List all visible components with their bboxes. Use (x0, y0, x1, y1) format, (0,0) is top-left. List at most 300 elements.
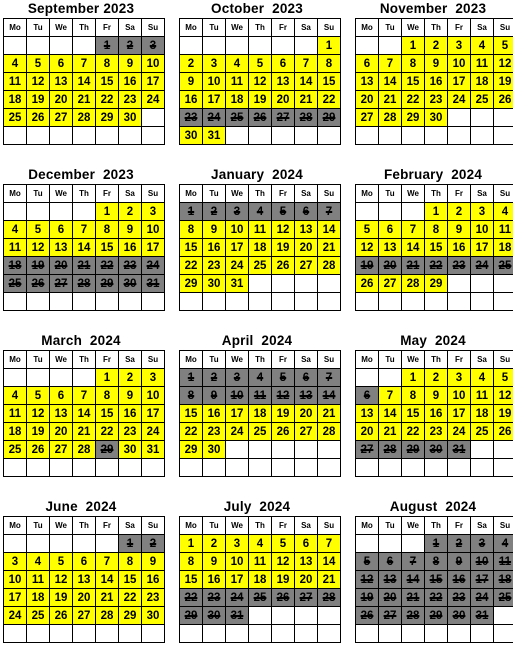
week-row (356, 73, 513, 91)
empty-cell (203, 37, 226, 55)
empty-cell (4, 459, 27, 477)
empty-cell (73, 625, 96, 643)
day-cell-highlighted: 27 (379, 275, 402, 293)
day-cell-struck: 29 (425, 607, 448, 625)
day-cell-highlighted: 30 (180, 127, 203, 145)
day-cell-highlighted: 31 (226, 275, 249, 293)
day-cell-highlighted: 15 (180, 405, 203, 423)
day-cell-highlighted: 27 (73, 607, 96, 625)
day-cell-struck: 27 (379, 607, 402, 625)
day-cell-highlighted: 13 (272, 73, 295, 91)
day-cell-highlighted: 28 (379, 109, 402, 127)
weekday-header: Th (425, 351, 448, 369)
weekday-header: Fr (448, 351, 471, 369)
day-cell-highlighted: 16 (425, 405, 448, 423)
empty-cell (27, 293, 50, 311)
day-cell-highlighted: 3 (142, 369, 165, 387)
day-cell-highlighted: 24 (226, 257, 249, 275)
week-row (4, 257, 165, 275)
empty-cell (142, 459, 165, 477)
week-row (356, 589, 513, 607)
empty-cell (96, 293, 119, 311)
day-cell-highlighted: 14 (295, 73, 318, 91)
day-cell-highlighted: 6 (50, 221, 73, 239)
day-cell-highlighted: 19 (494, 405, 513, 423)
empty-cell (27, 459, 50, 477)
month-title: March 2024 (41, 333, 121, 348)
weekday-header: Mo (180, 19, 203, 37)
weekday-header: Tu (203, 351, 226, 369)
week-row (4, 535, 165, 553)
day-cell-highlighted: 28 (402, 275, 425, 293)
day-cell-struck: 3 (226, 203, 249, 221)
day-cell-highlighted: 9 (119, 387, 142, 405)
empty-cell (448, 459, 471, 477)
day-cell-highlighted: 8 (180, 221, 203, 239)
empty-cell (203, 625, 226, 643)
empty-cell (249, 275, 272, 293)
week-row (4, 91, 165, 109)
day-cell-highlighted: 11 (471, 387, 494, 405)
day-cell-highlighted: 4 (471, 37, 494, 55)
day-cell-highlighted: 3 (448, 37, 471, 55)
week-row (180, 535, 341, 553)
day-cell-highlighted: 1 (318, 37, 341, 55)
empty-cell (272, 441, 295, 459)
day-cell-highlighted: 7 (73, 387, 96, 405)
day-cell-highlighted: 28 (96, 607, 119, 625)
day-cell-highlighted: 26 (27, 441, 50, 459)
week-row (356, 239, 513, 257)
day-cell-highlighted: 9 (425, 387, 448, 405)
day-cell-highlighted: 3 (226, 535, 249, 553)
day-cell-highlighted: 25 (471, 91, 494, 109)
week-row (180, 589, 341, 607)
empty-cell (471, 127, 494, 145)
weekday-header: Sa (295, 517, 318, 535)
day-cell-struck: 26 (356, 607, 379, 625)
day-cell-struck: 20 (379, 257, 402, 275)
day-cell-highlighted: 23 (203, 257, 226, 275)
empty-cell (73, 203, 96, 221)
weekday-header: Tu (203, 185, 226, 203)
day-cell-highlighted: 5 (356, 221, 379, 239)
empty-cell (402, 459, 425, 477)
day-cell-struck: 14 (402, 571, 425, 589)
day-cell-struck: 27 (50, 275, 73, 293)
day-cell-highlighted: 16 (203, 571, 226, 589)
week-row (180, 37, 341, 55)
day-cell-struck: 22 (425, 589, 448, 607)
day-cell-highlighted: 24 (226, 423, 249, 441)
day-cell-struck: 29 (180, 607, 203, 625)
day-cell-highlighted: 11 (226, 73, 249, 91)
weekday-header: Su (318, 19, 341, 37)
week-row (356, 607, 513, 625)
month-calendar (179, 166, 335, 311)
empty-cell (471, 109, 494, 127)
day-cell-struck: 28 (379, 441, 402, 459)
week-row (4, 293, 165, 311)
empty-cell (119, 127, 142, 145)
weekday-header: Mo (356, 351, 379, 369)
month-calendar (355, 332, 511, 477)
week-row (4, 109, 165, 127)
empty-cell (226, 293, 249, 311)
day-cell-highlighted: 15 (425, 239, 448, 257)
day-cell-struck: 21 (73, 257, 96, 275)
day-cell-highlighted: 30 (203, 441, 226, 459)
weekday-header: Su (494, 185, 513, 203)
empty-cell (356, 203, 379, 221)
day-cell-highlighted: 14 (73, 73, 96, 91)
empty-cell (471, 459, 494, 477)
day-cell-highlighted: 7 (379, 55, 402, 73)
day-cell-struck: 31 (448, 441, 471, 459)
month-grid (179, 18, 341, 145)
day-cell-highlighted: 23 (119, 423, 142, 441)
day-cell-highlighted: 12 (249, 73, 272, 91)
week-row (4, 73, 165, 91)
day-cell-struck: 16 (448, 571, 471, 589)
weekday-header: Sa (295, 351, 318, 369)
day-cell-highlighted: 4 (4, 221, 27, 239)
weekday-header: We (50, 185, 73, 203)
weekday-header: Sa (119, 517, 142, 535)
month-calendar (355, 166, 511, 311)
day-cell-struck: 27 (356, 441, 379, 459)
weekday-header: Su (494, 517, 513, 535)
day-cell-highlighted: 29 (119, 607, 142, 625)
day-cell-highlighted: 30 (142, 607, 165, 625)
day-cell-highlighted: 4 (471, 369, 494, 387)
day-cell-highlighted: 12 (494, 55, 513, 73)
day-cell-highlighted: 18 (4, 423, 27, 441)
day-cell-struck: 13 (295, 387, 318, 405)
day-cell-highlighted: 22 (402, 91, 425, 109)
day-cell-highlighted: 5 (494, 369, 513, 387)
month-grid (355, 184, 513, 311)
day-cell-highlighted: 27 (50, 109, 73, 127)
empty-cell (295, 607, 318, 625)
day-cell-highlighted: 16 (119, 73, 142, 91)
day-cell-struck: 25 (494, 257, 513, 275)
day-cell-highlighted: 8 (96, 55, 119, 73)
day-cell-highlighted: 17 (142, 405, 165, 423)
day-cell-struck: 13 (379, 571, 402, 589)
week-row (180, 369, 341, 387)
day-cell-highlighted: 11 (471, 55, 494, 73)
week-row (4, 55, 165, 73)
empty-cell (379, 369, 402, 387)
day-cell-struck: 8 (425, 553, 448, 571)
empty-cell (73, 459, 96, 477)
month-title: July 2024 (223, 499, 291, 514)
week-row (356, 405, 513, 423)
month-calendar (355, 0, 511, 145)
empty-cell (119, 293, 142, 311)
day-cell-highlighted: 13 (295, 221, 318, 239)
day-cell-struck: 19 (356, 257, 379, 275)
month-title: May 2024 (400, 333, 466, 348)
week-row (356, 127, 513, 145)
empty-cell (180, 625, 203, 643)
week-row (4, 275, 165, 293)
day-cell-struck: 11 (494, 553, 513, 571)
day-cell-struck: 9 (203, 387, 226, 405)
week-row (356, 423, 513, 441)
week-row (356, 275, 513, 293)
day-cell-highlighted: 20 (295, 571, 318, 589)
empty-cell (402, 127, 425, 145)
day-cell-struck: 1 (425, 535, 448, 553)
day-cell-highlighted: 21 (73, 91, 96, 109)
day-cell-highlighted: 29 (402, 109, 425, 127)
day-cell-struck: 6 (295, 369, 318, 387)
empty-cell (295, 293, 318, 311)
day-cell-highlighted: 30 (425, 109, 448, 127)
day-cell-struck: 30 (448, 607, 471, 625)
day-cell-highlighted: 13 (50, 239, 73, 257)
month-title: December 2023 (28, 167, 134, 182)
day-cell-highlighted: 22 (119, 589, 142, 607)
empty-cell (50, 37, 73, 55)
week-row (4, 441, 165, 459)
day-cell-struck: 22 (180, 589, 203, 607)
weekday-header: Tu (203, 517, 226, 535)
day-cell-highlighted: 20 (50, 91, 73, 109)
day-cell-highlighted: 24 (4, 607, 27, 625)
weekday-header: We (50, 19, 73, 37)
month-title: February 2024 (383, 167, 483, 182)
day-cell-struck: 28 (295, 109, 318, 127)
day-cell-highlighted: 19 (27, 423, 50, 441)
empty-cell (494, 275, 513, 293)
weekday-header: Mo (356, 185, 379, 203)
day-cell-highlighted: 20 (295, 405, 318, 423)
day-cell-highlighted: 29 (180, 441, 203, 459)
day-cell-struck: 23 (180, 109, 203, 127)
weekday-header: Tu (379, 19, 402, 37)
weekday-header: Tu (27, 185, 50, 203)
day-cell-struck: 28 (402, 607, 425, 625)
day-cell-highlighted: 20 (50, 423, 73, 441)
day-cell-highlighted: 16 (425, 73, 448, 91)
day-cell-highlighted: 5 (494, 37, 513, 55)
day-cell-highlighted: 7 (318, 535, 341, 553)
day-cell-highlighted: 28 (73, 109, 96, 127)
empty-cell (272, 459, 295, 477)
empty-cell (27, 37, 50, 55)
week-row (180, 625, 341, 643)
empty-cell (226, 459, 249, 477)
empty-cell (379, 535, 402, 553)
weekday-header: Su (318, 517, 341, 535)
day-cell-struck: 26 (27, 275, 50, 293)
week-row (4, 459, 165, 477)
weekday-header: Sa (295, 19, 318, 37)
weekday-header: Tu (379, 517, 402, 535)
day-cell-struck: 4 (249, 203, 272, 221)
day-cell-struck: 9 (448, 553, 471, 571)
day-cell-highlighted: 29 (425, 275, 448, 293)
empty-cell (379, 293, 402, 311)
day-cell-highlighted: 18 (249, 405, 272, 423)
day-cell-highlighted: 13 (379, 239, 402, 257)
day-cell-highlighted: 28 (318, 423, 341, 441)
day-cell-highlighted: 11 (494, 221, 513, 239)
day-cell-highlighted: 23 (425, 423, 448, 441)
empty-cell (448, 109, 471, 127)
empty-cell (73, 535, 96, 553)
weekday-header: Fr (448, 517, 471, 535)
week-row (180, 459, 341, 477)
month-grid (3, 184, 165, 311)
week-row (4, 203, 165, 221)
week-row (4, 239, 165, 257)
empty-cell (142, 109, 165, 127)
week-row (4, 571, 165, 589)
day-cell-struck: 10 (471, 553, 494, 571)
day-cell-struck: 21 (402, 257, 425, 275)
day-cell-highlighted: 15 (180, 571, 203, 589)
day-cell-struck: 4 (249, 369, 272, 387)
empty-cell (402, 625, 425, 643)
empty-cell (119, 625, 142, 643)
day-cell-highlighted: 9 (425, 55, 448, 73)
empty-cell (27, 127, 50, 145)
day-cell-highlighted: 21 (379, 91, 402, 109)
empty-cell (73, 37, 96, 55)
day-cell-highlighted: 24 (448, 423, 471, 441)
empty-cell (379, 203, 402, 221)
empty-cell (379, 459, 402, 477)
day-cell-highlighted: 24 (142, 423, 165, 441)
day-cell-highlighted: 7 (379, 387, 402, 405)
day-cell-highlighted: 15 (180, 239, 203, 257)
day-cell-highlighted: 26 (50, 607, 73, 625)
day-cell-highlighted: 23 (203, 423, 226, 441)
weekday-header: Mo (180, 517, 203, 535)
day-cell-highlighted: 16 (142, 571, 165, 589)
day-cell-highlighted: 19 (272, 239, 295, 257)
weekday-header: Mo (4, 185, 27, 203)
day-cell-highlighted: 3 (471, 203, 494, 221)
day-cell-highlighted: 8 (119, 553, 142, 571)
day-cell-highlighted: 17 (448, 405, 471, 423)
weekday-header: Su (494, 19, 513, 37)
week-row (356, 55, 513, 73)
month-calendar (355, 498, 511, 643)
day-cell-highlighted: 31 (142, 441, 165, 459)
empty-cell (471, 275, 494, 293)
week-row (4, 405, 165, 423)
day-cell-struck: 25 (249, 589, 272, 607)
day-cell-struck: 1 (180, 203, 203, 221)
empty-cell (4, 203, 27, 221)
empty-cell (180, 37, 203, 55)
empty-cell (494, 459, 513, 477)
weekday-header: Sa (119, 185, 142, 203)
day-cell-struck: 25 (226, 109, 249, 127)
empty-cell (356, 459, 379, 477)
day-cell-struck: 29 (318, 109, 341, 127)
day-cell-highlighted: 1 (180, 535, 203, 553)
day-cell-highlighted: 19 (272, 571, 295, 589)
day-cell-highlighted: 14 (73, 405, 96, 423)
week-row (180, 423, 341, 441)
empty-cell (471, 441, 494, 459)
day-cell-highlighted: 8 (402, 55, 425, 73)
weekday-header: Th (73, 185, 96, 203)
empty-cell (494, 607, 513, 625)
day-cell-highlighted: 1 (96, 203, 119, 221)
empty-cell (4, 293, 27, 311)
weekday-header: We (50, 517, 73, 535)
weekday-header: Fr (448, 19, 471, 37)
day-cell-highlighted: 11 (27, 571, 50, 589)
day-cell-highlighted: 18 (249, 239, 272, 257)
day-cell-highlighted: 13 (295, 553, 318, 571)
day-cell-highlighted: 23 (119, 91, 142, 109)
day-cell-highlighted: 10 (448, 55, 471, 73)
weekday-header: Th (425, 185, 448, 203)
weekday-header: We (402, 185, 425, 203)
day-cell-highlighted: 7 (73, 221, 96, 239)
day-cell-highlighted: 19 (50, 589, 73, 607)
day-cell-highlighted: 4 (27, 553, 50, 571)
empty-cell (272, 127, 295, 145)
day-cell-highlighted: 30 (119, 441, 142, 459)
weekday-header: Mo (4, 351, 27, 369)
day-cell-highlighted: 18 (471, 73, 494, 91)
empty-cell (96, 127, 119, 145)
day-cell-highlighted: 11 (4, 239, 27, 257)
empty-cell (295, 625, 318, 643)
day-cell-struck: 8 (180, 387, 203, 405)
empty-cell (142, 127, 165, 145)
weekday-header: Tu (27, 517, 50, 535)
empty-cell (318, 459, 341, 477)
day-cell-struck: 30 (119, 275, 142, 293)
day-cell-highlighted: 27 (50, 441, 73, 459)
day-cell-highlighted: 3 (4, 553, 27, 571)
week-row (356, 625, 513, 643)
week-row (180, 553, 341, 571)
week-row (356, 257, 513, 275)
empty-cell (27, 535, 50, 553)
empty-cell (50, 203, 73, 221)
day-cell-highlighted: 16 (119, 405, 142, 423)
day-cell-highlighted: 11 (249, 221, 272, 239)
day-cell-highlighted: 14 (73, 239, 96, 257)
weekday-header: Su (494, 351, 513, 369)
day-cell-highlighted: 27 (295, 423, 318, 441)
weekday-header: Sa (471, 185, 494, 203)
empty-cell (379, 37, 402, 55)
day-cell-highlighted: 9 (203, 221, 226, 239)
day-cell-highlighted: 19 (27, 91, 50, 109)
day-cell-highlighted: 4 (4, 387, 27, 405)
weekday-header: Fr (96, 351, 119, 369)
day-cell-highlighted: 16 (180, 91, 203, 109)
empty-cell (272, 293, 295, 311)
day-cell-highlighted: 12 (27, 239, 50, 257)
day-cell-highlighted: 13 (356, 405, 379, 423)
weekday-header: Th (73, 19, 96, 37)
weekday-header: Th (73, 351, 96, 369)
day-cell-highlighted: 7 (96, 553, 119, 571)
